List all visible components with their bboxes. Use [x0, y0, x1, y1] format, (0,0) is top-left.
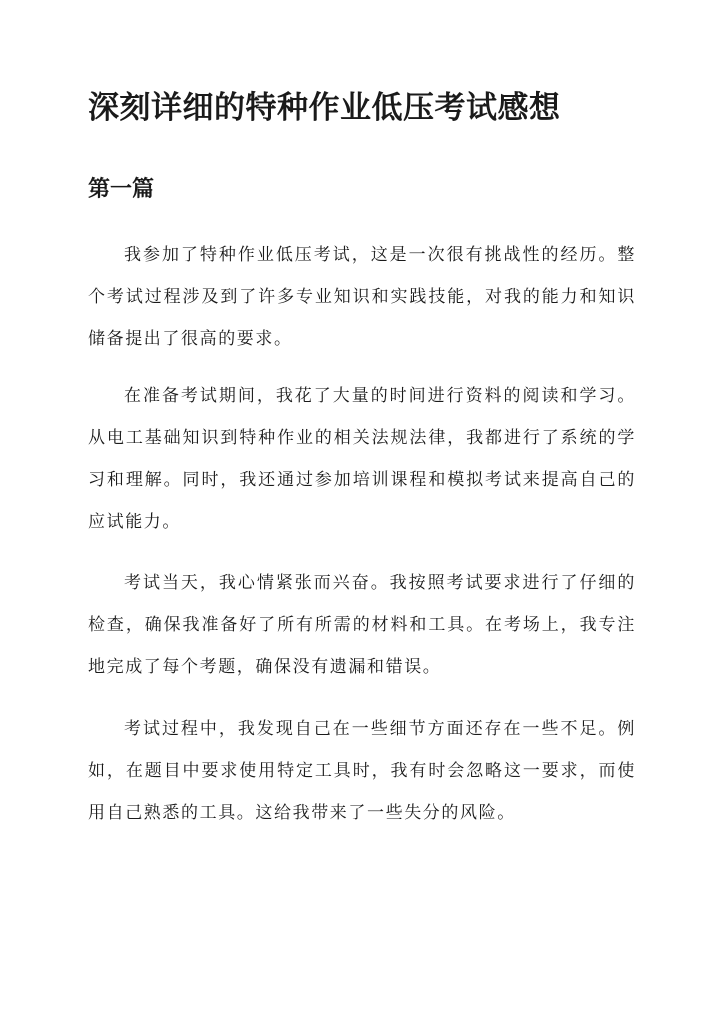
document-title: 深刻详细的特种作业低压考试感想 [88, 90, 561, 126]
paragraph-4: 考试过程中，我发现自己在一些细节方面还存在一些不足。例如，在题目中要求使用特定工具时，我有时会忽略这一要求，而使用自己熟悉的工具。这给我带来了一些失分的风险。 [88, 719, 636, 823]
paragraph-2: 在准备考试期间，我花了大量的时间进行资料的阅读和学习。从电工基础知识到特种作业的相关法规法律，我都进行了系统的学习和理解。同时，我还通过参加培训课程和模拟考试来提高自己的应试能力。 [88, 386, 636, 532]
paragraph-3: 考试当天，我心情紧张而兴奋。我按照考试要求进行了仔细的检查，确保我准备好了所有所需的材料和工具。在考场上，我专注地完成了每个考题，确保没有遗漏和错误。 [88, 573, 636, 677]
section-heading: 第一篇 [88, 176, 155, 202]
paragraph-1: 我参加了特种作业低压考试，这是一次很有挑战性的经历。整个考试过程涉及到了许多专业知识和实践技能，对我的能力和知识储备提出了很高的要求。 [88, 245, 636, 349]
